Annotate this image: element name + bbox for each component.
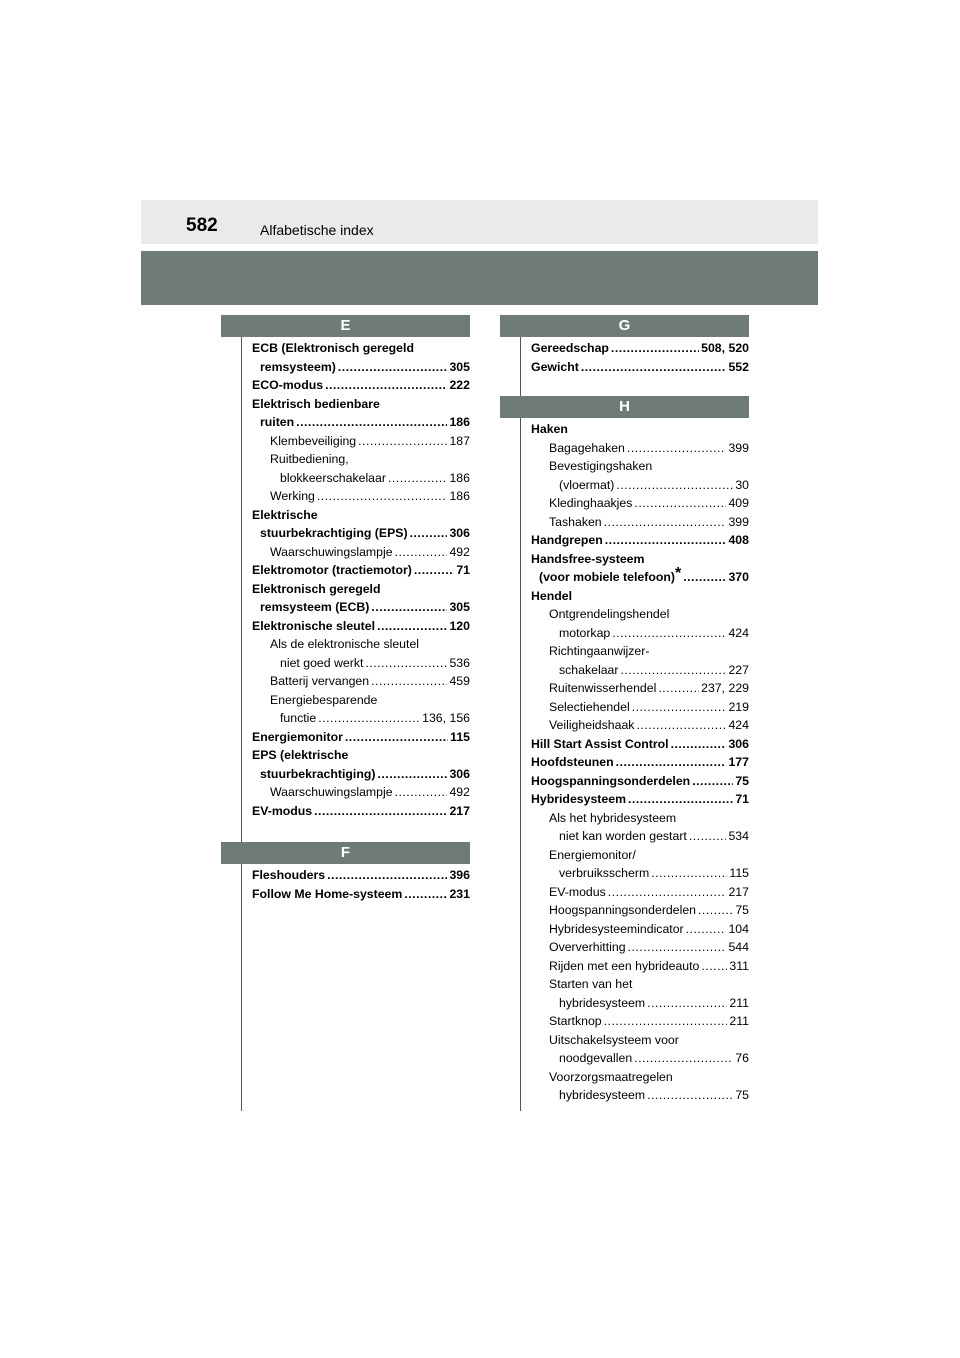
leader-dots	[358, 432, 447, 451]
index-entry-page: 211	[729, 995, 749, 1010]
index-entry-term: Energiemonitor/	[549, 847, 636, 862]
index-entry-term: Elektrisch bedienbare	[252, 396, 380, 411]
index-entry-page: 534	[728, 829, 749, 843]
index-entry-term: hybridesysteem	[559, 995, 646, 1010]
index-entry-term: Hybridesysteem	[531, 792, 627, 806]
index-entry	[531, 735, 749, 754]
index-entry-term: Gereedschap	[531, 341, 609, 355]
index-entry	[252, 765, 470, 784]
index-entry	[252, 487, 470, 506]
index-entry-page: 104	[728, 921, 749, 936]
index-entry-term: EV-modus	[549, 884, 606, 899]
index-list-g	[531, 339, 749, 376]
index-entry	[252, 339, 470, 358]
index-entry-page: 305	[449, 359, 470, 374]
section-header-h: H	[500, 396, 749, 418]
index-entry-page: 396	[449, 868, 470, 882]
index-entry-term: Energiemonitor	[252, 729, 343, 744]
index-entry-term: Waarschuwingslampje	[270, 785, 393, 799]
index-entry-page: 408	[728, 533, 749, 547]
index-entry	[252, 469, 470, 488]
index-entry-term: Fleshouders	[252, 868, 326, 882]
header-band	[141, 200, 818, 244]
leader-dots	[371, 672, 447, 691]
index-entry-page: 71	[456, 563, 470, 577]
index-entry	[252, 580, 470, 599]
index-entry-page: 211	[729, 1014, 749, 1028]
leader-dots	[612, 624, 726, 643]
index-entry-page: 186	[449, 489, 470, 503]
index-entry	[531, 698, 749, 717]
index-entry	[252, 450, 470, 469]
leader-dots	[689, 827, 727, 846]
index-entry-page: 115	[729, 866, 749, 880]
index-entry	[252, 802, 470, 821]
index-entry	[252, 561, 470, 580]
index-entry-page: 71	[735, 792, 749, 806]
leader-dots	[404, 885, 447, 904]
page-title: Alfabetische index	[260, 222, 374, 238]
index-entry	[252, 654, 470, 673]
index-entry-term: Bagagehaken	[549, 440, 625, 455]
section-header-f: F	[221, 842, 470, 864]
leader-dots	[611, 339, 699, 358]
index-entry-term: Handsfree-systeem	[531, 551, 645, 566]
index-entry-term: EV-modus	[252, 803, 313, 818]
index-entry-page: 219	[728, 699, 749, 714]
index-entry	[252, 635, 470, 654]
index-entry-term: stuurbekrachtiging)	[260, 766, 376, 781]
index-entry-page: 222	[449, 378, 470, 392]
leader-dots	[388, 469, 448, 488]
index-entry-term: schakelaar	[559, 662, 619, 677]
index-entry-page: 370	[728, 570, 749, 584]
index-entry	[531, 531, 749, 550]
leader-dots	[414, 561, 454, 580]
index-entry	[531, 358, 749, 377]
index-entry-page: 115	[450, 729, 470, 744]
index-entry-term: Voorzorgsmaatregelen	[549, 1069, 673, 1084]
index-entry	[531, 1068, 749, 1087]
index-entry	[531, 1086, 749, 1105]
index-entry-page: 409	[728, 496, 749, 510]
index-entry-term: Elektronisch geregeld	[252, 581, 381, 596]
index-entry-page: 424	[728, 718, 749, 732]
leader-dots	[636, 716, 726, 735]
leader-dots	[345, 728, 448, 747]
leader-dots	[692, 772, 733, 791]
index-entry-term: remsysteem (ECB)	[260, 600, 370, 614]
index-entry-term: Rijden met een hybrideauto	[549, 958, 700, 973]
index-entry-term: verbruiksscherm	[559, 866, 650, 880]
index-entry	[252, 432, 470, 451]
index-entry-term: motorkap	[559, 625, 611, 640]
index-entry	[531, 661, 749, 680]
index-entry	[252, 783, 470, 802]
index-entry-term: blokkeerschakelaar	[280, 470, 386, 485]
index-entry-term: Hoofdsteunen	[531, 755, 614, 769]
leader-dots	[338, 358, 448, 377]
leader-dots	[581, 358, 727, 377]
index-entry	[531, 920, 749, 939]
index-entry	[531, 439, 749, 458]
leader-dots	[628, 938, 727, 957]
leader-dots	[365, 654, 447, 673]
index-entry	[531, 624, 749, 643]
index-entry-page: 75	[735, 903, 749, 917]
leader-dots	[701, 957, 727, 976]
index-entry	[531, 642, 749, 661]
leader-dots	[634, 494, 726, 513]
section-header-g: G	[500, 315, 749, 337]
index-entry	[531, 901, 749, 920]
leader-dots	[698, 901, 733, 920]
index-entry-term: Energiebesparende	[270, 692, 378, 707]
index-entry	[252, 885, 470, 904]
index-entry	[531, 420, 749, 439]
index-entry	[252, 728, 470, 747]
index-entry-term: Hybridesysteemindicator	[549, 921, 684, 936]
page-number: 582	[186, 215, 218, 236]
index-entry-term: Kledinghaakjes	[549, 496, 633, 510]
index-entry-page: 544	[728, 940, 749, 954]
index-entry-term: Starten van het	[549, 977, 633, 991]
index-entry-term: Werking	[270, 489, 315, 503]
index-entry	[252, 358, 470, 377]
index-entry-term: Startknop	[549, 1014, 602, 1028]
index-entry-term: (voor mobiele telefoon)*	[539, 565, 682, 584]
leader-dots	[605, 531, 727, 550]
index-entry	[531, 513, 749, 532]
index-entry-page: 186	[449, 470, 470, 485]
title-band	[141, 251, 818, 305]
index-list-f	[252, 866, 470, 903]
index-entry-term: Als de elektronische sleutel	[270, 637, 420, 651]
index-entry-page: 120	[449, 618, 470, 633]
index-entry-term: Elektronische sleutel	[252, 618, 376, 633]
index-entry	[531, 494, 749, 513]
index-entry	[531, 1012, 749, 1031]
index-entry	[531, 957, 749, 976]
index-entry-page: 217	[449, 803, 470, 818]
leader-dots	[314, 802, 447, 821]
index-entry-page: 306	[449, 766, 470, 781]
index-entry-term: Uitschakelsysteem voor	[549, 1032, 679, 1047]
leader-dots	[318, 709, 420, 728]
index-entry-term: Oververhitting	[549, 940, 626, 954]
index-entry-page: 187	[449, 433, 470, 448]
leader-dots	[327, 866, 447, 885]
index-entry-page: 76	[735, 1051, 749, 1065]
index-entry-page: 136, 156	[422, 711, 470, 725]
index-entry-term: Elektromotor (tractiemotor)	[252, 563, 412, 577]
index-entry-term: Bevestigingshaken	[549, 459, 653, 473]
section-header-e: E	[221, 315, 470, 337]
leader-dots	[608, 883, 727, 902]
leader-dots	[395, 543, 448, 562]
index-entry	[531, 565, 749, 587]
index-entry	[252, 866, 470, 885]
index-entry-term: Haken	[531, 422, 568, 436]
index-entry	[531, 753, 749, 772]
index-entry-term: niet goed werkt	[280, 655, 364, 670]
column-rule-right	[520, 337, 521, 1111]
index-entry-page: 399	[728, 440, 749, 455]
index-entry	[252, 746, 470, 765]
index-entry	[252, 524, 470, 543]
index-entry-page: 186	[449, 415, 470, 429]
index-entry-term: (vloermat)	[559, 477, 615, 492]
leader-dots	[410, 524, 448, 543]
index-entry-page: 492	[449, 785, 470, 799]
index-entry	[531, 975, 749, 994]
index-entry-page: 552	[728, 359, 749, 374]
leader-dots	[634, 1049, 733, 1068]
leader-dots	[658, 679, 699, 698]
index-entry-term: Ruitbediening,	[270, 452, 349, 466]
index-entry	[252, 413, 470, 432]
index-entry-term: Handgrepen	[531, 533, 603, 547]
index-entry	[531, 1049, 749, 1068]
leader-dots	[377, 617, 447, 636]
index-entry-page: 177	[728, 755, 749, 769]
index-entry-term: Hill Start Assist Control	[531, 736, 669, 751]
index-entry-page: 536	[449, 655, 470, 670]
index-entry	[531, 716, 749, 735]
index-entry	[531, 476, 749, 495]
index-entry-term: ECO-modus	[252, 378, 324, 392]
index-entry-page: 30	[735, 477, 749, 492]
index-entry-term: niet kan worden gestart	[559, 829, 687, 843]
index-entry-page: 217	[728, 884, 749, 899]
index-entry	[531, 1031, 749, 1050]
leader-dots	[647, 1086, 733, 1105]
index-entry	[531, 846, 749, 865]
leader-dots	[604, 1012, 728, 1031]
index-entry	[531, 679, 749, 698]
index-entry-term: Ruitenwisserhendel	[549, 681, 657, 695]
leader-dots	[395, 783, 448, 802]
leader-dots	[620, 661, 726, 680]
index-entry-term: Batterij vervangen	[270, 674, 370, 688]
index-entry-term: functie	[280, 711, 317, 725]
leader-dots	[628, 790, 733, 809]
index-entry	[252, 672, 470, 691]
index-entry	[252, 598, 470, 617]
index-entry	[531, 339, 749, 358]
index-entry	[531, 587, 749, 606]
leader-dots	[325, 376, 447, 395]
index-entry	[252, 709, 470, 728]
index-entry-page: 75	[735, 773, 749, 788]
index-entry	[531, 938, 749, 957]
index-entry	[531, 790, 749, 809]
leader-dots	[671, 735, 727, 754]
leader-dots	[377, 765, 447, 784]
index-entry-page: 459	[449, 674, 470, 688]
index-entry-term: Waarschuwingslampje	[270, 544, 393, 559]
index-entry-page: 311	[729, 958, 749, 973]
column-rule-left	[241, 337, 242, 1111]
index-entry	[531, 457, 749, 476]
index-entry	[531, 883, 749, 902]
index-entry-page: 492	[449, 544, 470, 559]
index-entry-term: EPS (elektrische	[252, 748, 349, 762]
index-entry	[531, 809, 749, 828]
index-entry-term: Hendel	[531, 588, 572, 603]
index-entry-page: 508, 520	[701, 341, 749, 355]
index-entry-page: 424	[728, 625, 749, 640]
leader-dots	[296, 413, 447, 432]
leader-dots	[686, 920, 727, 939]
index-entry-page: 75	[735, 1088, 749, 1102]
index-entry	[252, 543, 470, 562]
index-entry	[252, 691, 470, 710]
index-entry-term: Ontgrendelingshendel	[549, 607, 670, 621]
index-entry	[531, 550, 749, 569]
index-entry-term: Als het hybridesysteem	[549, 810, 677, 825]
leader-dots	[317, 487, 448, 506]
index-entry-term: ruiten	[260, 415, 295, 429]
index-entry-term: Hoogspanningsonderdelen	[531, 773, 691, 788]
index-entry	[531, 772, 749, 791]
leader-dots	[647, 994, 727, 1013]
index-entry	[252, 395, 470, 414]
index-list-e	[252, 339, 470, 820]
index-entry-term: Elektrische	[252, 507, 318, 522]
index-entry-term: remsysteem)	[260, 359, 336, 374]
leader-dots	[683, 568, 726, 587]
index-entry-term: Follow Me Home-systeem	[252, 886, 403, 901]
index-entry	[531, 994, 749, 1013]
index-entry-term: ECB (Elektronisch geregeld	[252, 341, 414, 355]
index-entry-term: Gewicht	[531, 359, 579, 374]
index-entry-page: 305	[449, 600, 470, 614]
index-entry	[252, 617, 470, 636]
index-entry-term: stuurbekrachtiging (EPS)	[260, 526, 408, 540]
index-entry-term: Richtingaanwijzer-	[549, 644, 650, 658]
index-entry-term: Selectiehendel	[549, 699, 630, 714]
index-entry-page: 231	[449, 886, 470, 901]
leader-dots	[616, 476, 733, 495]
index-entry-term: Tashaken	[549, 514, 602, 529]
index-entry-page: 227	[728, 662, 749, 677]
leader-dots	[651, 864, 727, 883]
index-entry-term: Klembeveiliging	[270, 433, 357, 448]
index-entry-page: 306	[728, 736, 749, 751]
index-entry-page: 237, 229	[701, 681, 749, 695]
index-entry-term: Hoogspanningsonderdelen	[549, 903, 696, 917]
leader-dots	[616, 753, 727, 772]
leader-dots	[604, 513, 727, 532]
index-entry	[531, 605, 749, 624]
index-entry	[252, 376, 470, 395]
leader-dots	[627, 439, 727, 458]
index-entry	[252, 506, 470, 525]
index-entry-page: 306	[449, 526, 470, 540]
index-entry-term: hybridesysteem	[559, 1088, 646, 1102]
index-entry	[531, 864, 749, 883]
index-list-h	[531, 420, 749, 1105]
leader-dots	[371, 598, 447, 617]
index-entry	[531, 827, 749, 846]
index-entry-term: Veiligheidshaak	[549, 718, 635, 732]
leader-dots	[632, 698, 727, 717]
index-entry-page: 399	[728, 514, 749, 529]
index-entry-term: noodgevallen	[559, 1051, 633, 1065]
